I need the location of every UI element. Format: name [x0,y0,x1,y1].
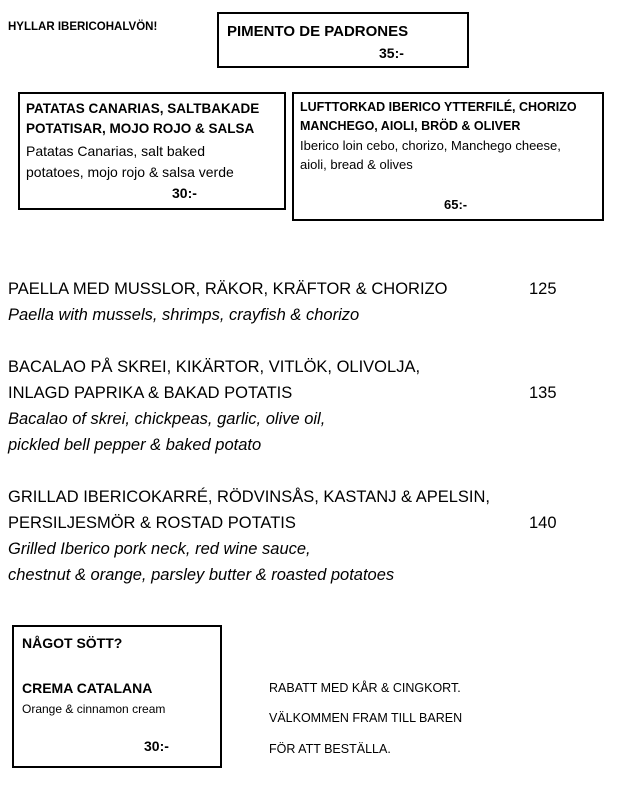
item-desc-line: Iberico loin cebo, chorizo, Manchego cheese, [300,138,561,153]
tapas-item-pimento [217,12,469,68]
dessert-price: 30:- [144,738,169,754]
dessert-description: Orange & cinnamon cream [22,702,166,716]
main-item-description [8,302,359,328]
item-desc-line: potatoes, mojo rojo & salsa verde [26,164,234,180]
item-name-line: POTATISAR, MOJO ROJO & SALSA [26,121,255,136]
main-item-name-line: GRILLAD IBERICOKARRÉ, RÖDVINSÅS, KASTANJ & APELSIN, [8,488,490,506]
main-item-desc-line: pickled bell pepper & baked potato [8,436,262,454]
note-welcome: VÄLKOMMEN FRAM TILL BAREN [269,711,463,725]
item-name-line: PATATAS CANARIAS, SALTBAKADE [26,101,260,116]
item-description [26,141,288,183]
main-item-desc-line: chestnut & orange, parsley butter & roasted potatoes [8,566,395,584]
main-item-name-line: INLAGD PAPRIKA & BAKAD POTATIS [8,384,293,402]
main-item-name [8,276,447,302]
item-price: 65:- [444,197,468,212]
menu-header-title: HYLLAR IBERICOHALVÖN! [8,21,158,33]
main-item-price: 135 [529,384,557,402]
main-item-desc-line: Bacalao of skrei, chickpeas, garlic, olive oil, [8,410,326,428]
item-name [26,99,288,139]
item-price: 35:- [379,45,404,61]
dessert-box [12,625,222,768]
note-discount: RABATT MED KÅR & CINGKORT. [269,681,461,695]
item-desc-line: aioli, bread & olives [300,157,413,172]
main-item-name-line: BACALAO PÅ SKREI, KIKÄRTOR, VITLÖK, OLIVOLJA, [8,358,421,376]
dessert-name: CREMA CATALANA [22,680,153,696]
note-order: FÖR ATT BESTÄLLA. [269,742,391,756]
item-name: PIMENTO DE PADRONES [227,23,409,40]
item-price: 30:- [172,185,197,201]
main-item-desc-line: Grilled Iberico pork neck, red wine sauce, [8,540,311,558]
tapas-item-patatas [18,92,286,210]
item-name [300,98,600,136]
main-item-desc-line: Paella with mussels, shrimps, crayfish & chorizo [8,306,360,324]
item-name-line: LUFTTORKAD IBERICO YTTERFILÉ, CHORIZO [300,100,577,114]
tapas-item-iberico [292,92,604,221]
item-desc-line: Patatas Canarias, salt baked [26,143,205,159]
main-item-name-line: PAELLA MED MUSSLOR, RÄKOR, KRÄFTOR & CHORIZO [8,280,448,298]
main-item-name-line: PERSILJESMÖR & ROSTAD POTATIS [8,514,296,532]
main-item-name [8,354,420,406]
main-item-description [8,406,325,458]
main-item-name [8,484,490,536]
main-item-price: 140 [529,514,557,532]
item-description [300,136,600,174]
main-item-description [8,536,394,588]
item-name-line: MANCHEGO, AIOLI, BRÖD & OLIVER [300,119,521,133]
dessert-heading: NÅGOT SÖTT? [22,635,123,651]
main-item-price: 125 [529,280,557,298]
